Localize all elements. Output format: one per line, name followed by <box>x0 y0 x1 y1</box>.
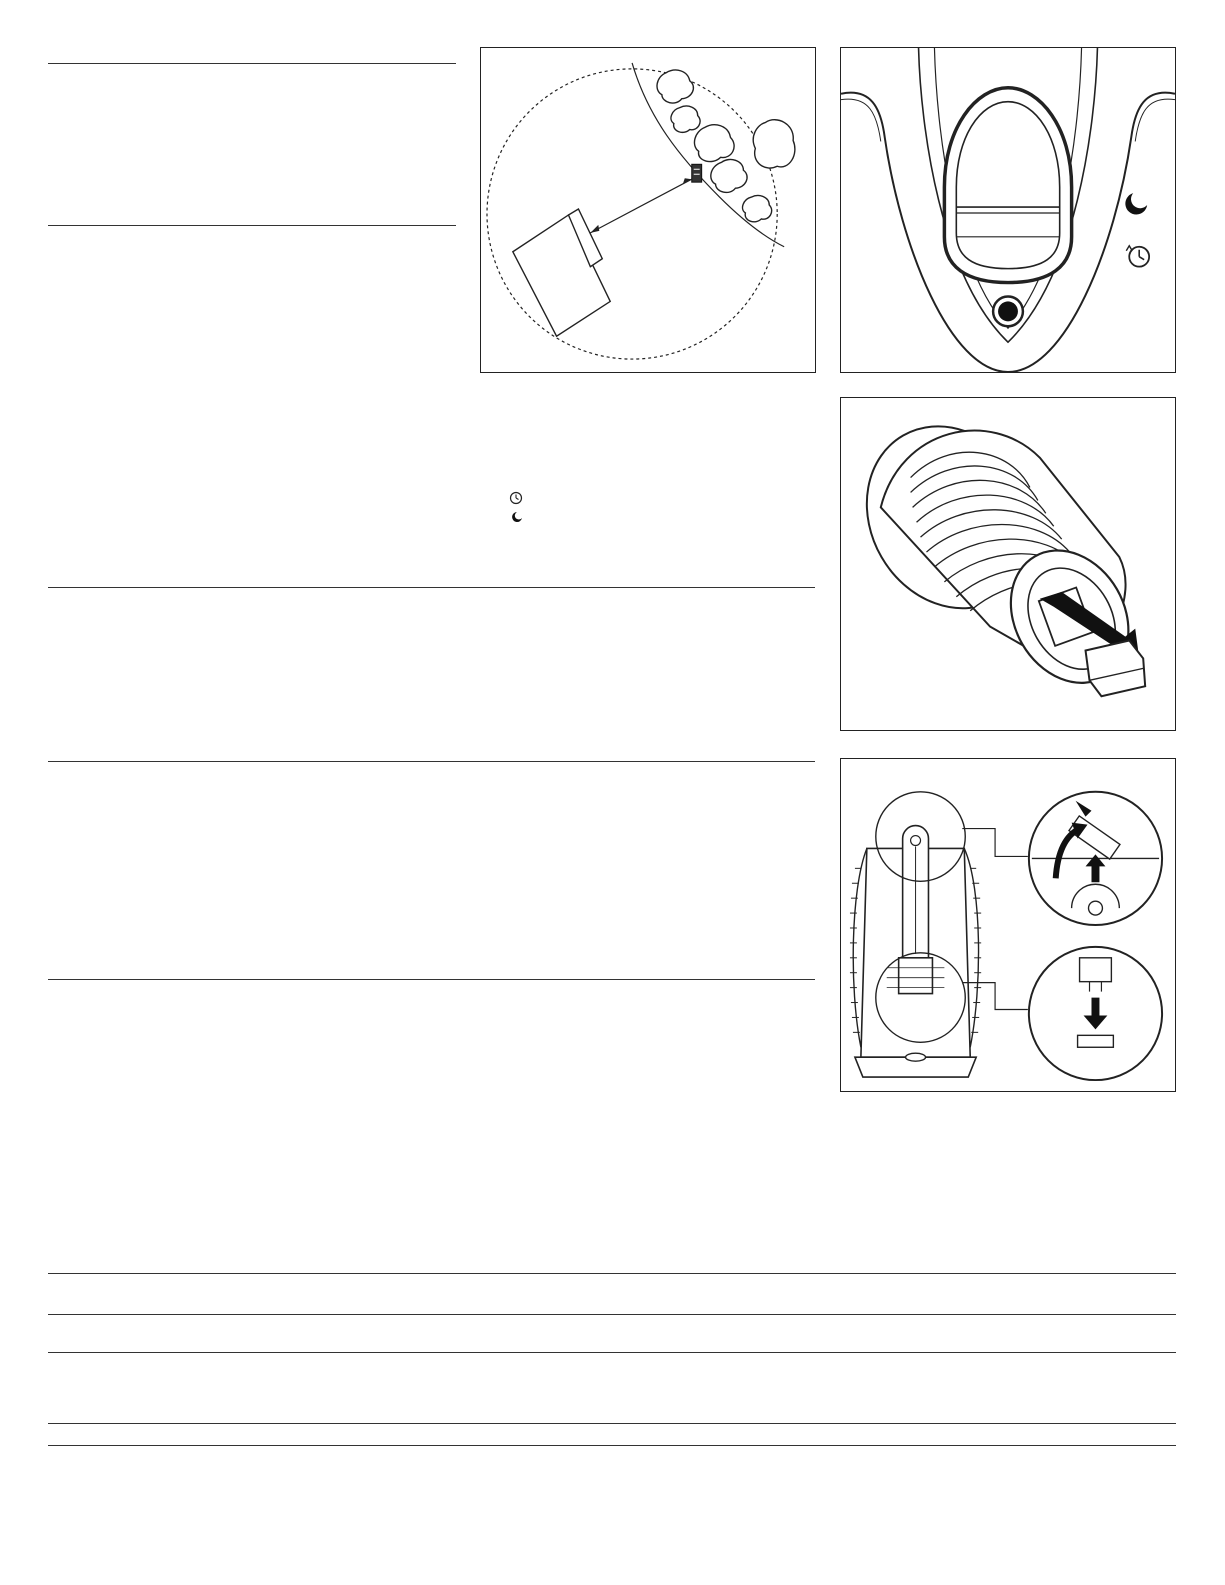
control-panel-icon <box>841 48 1175 372</box>
control-panel-panel <box>840 47 1176 373</box>
placement-diagram-panel <box>480 47 816 373</box>
night-mode-icon <box>512 509 526 523</box>
cartridge-insert-icon <box>841 398 1175 730</box>
section-rule-3 <box>48 587 815 588</box>
section-rule-4 <box>48 761 815 762</box>
bulb-replacement-panel <box>840 758 1176 1092</box>
table-rule-1 <box>48 1273 1176 1274</box>
section-rule-2 <box>48 225 456 226</box>
bulb-replacement-icon <box>841 759 1175 1091</box>
section-rule-1 <box>48 63 456 64</box>
section-rule-5 <box>48 979 815 980</box>
timer-icon <box>508 489 524 505</box>
placement-diagram-icon <box>481 48 815 372</box>
table-rule-5 <box>48 1445 1176 1446</box>
table-rule-4 <box>48 1423 1176 1424</box>
cartridge-insert-panel <box>840 397 1176 731</box>
table-rule-3 <box>48 1352 1176 1353</box>
table-rule-2 <box>48 1314 1176 1315</box>
